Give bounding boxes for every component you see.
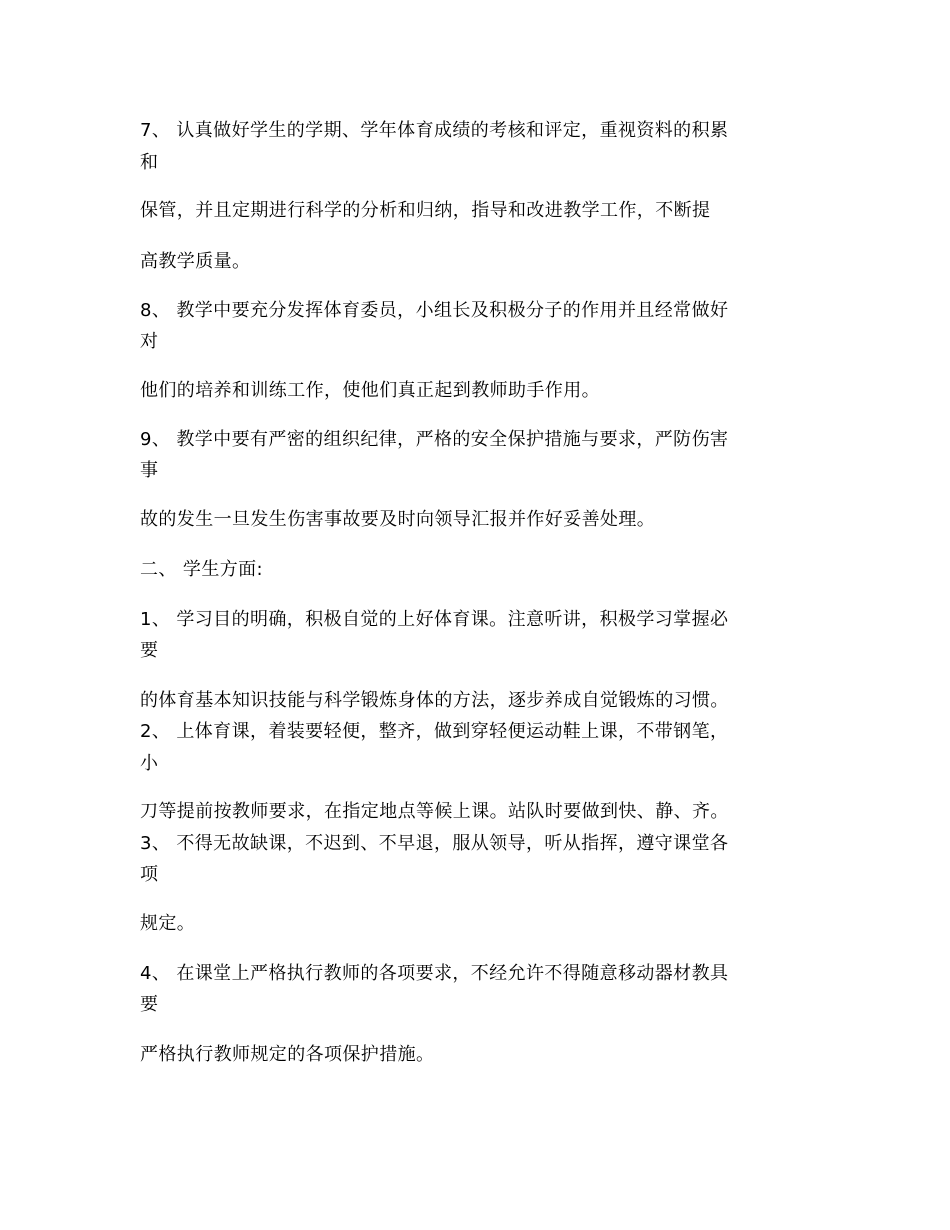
text-line: 小: [140, 753, 159, 774]
text-line: 要: [140, 640, 159, 661]
text-line: 高教学质量。: [140, 251, 251, 272]
text-line: 1、 学习目的明确，积极自觉的上好体育课。注意听讲，积极学习掌握必: [140, 609, 729, 630]
text-line: 规定。: [140, 913, 196, 934]
text-line: 9、 教学中要有严密的组织纪律，严格的安全保护措施与要求，严防伤害: [140, 429, 729, 450]
text-line: 他们的培养和训练工作，使他们真正起到教师助手作用。: [140, 380, 600, 401]
text-line: 3、 不得无故缺课，不迟到、不早退，服从领导，听从指挥，遵守课堂各: [140, 833, 729, 854]
section-heading: 二、 学生方面:: [140, 559, 263, 580]
text-line: 4、 在课堂上严格执行教师的各项要求，不经允许不得随意移动器材教具: [140, 963, 729, 984]
text-line: 对: [140, 331, 159, 352]
text-line: 8、 教学中要充分发挥体育委员，小组长及积极分子的作用并且经常做好: [140, 300, 729, 321]
text-line: 严格执行教师规定的各项保护措施。: [140, 1044, 435, 1065]
text-line: 和: [140, 152, 159, 173]
text-line: 故的发生一旦发生伤害事故要及时向领导汇报并作好妥善处理。: [140, 509, 656, 530]
text-line: 事: [140, 460, 159, 481]
text-line: 保管，并且定期进行科学的分析和归纳，指导和改进教学工作，不断提: [140, 200, 711, 221]
text-line: 2、 上体育课，着装要轻便，整齐，做到穿轻便运动鞋上课，不带钢笔，: [140, 721, 729, 742]
text-line: 刀等提前按教师要求，在指定地点等候上课。站队时要做到快、静、齐。: [140, 801, 729, 822]
text-line: 要: [140, 994, 159, 1015]
text-line: 的体育基本知识技能与科学锻炼身体的方法，逐步养成自觉锻炼的习惯。: [140, 690, 729, 711]
text-line: 项: [140, 864, 159, 885]
text-line: 7、 认真做好学生的学期、学年体育成绩的考核和评定，重视资料的积累: [140, 120, 729, 141]
